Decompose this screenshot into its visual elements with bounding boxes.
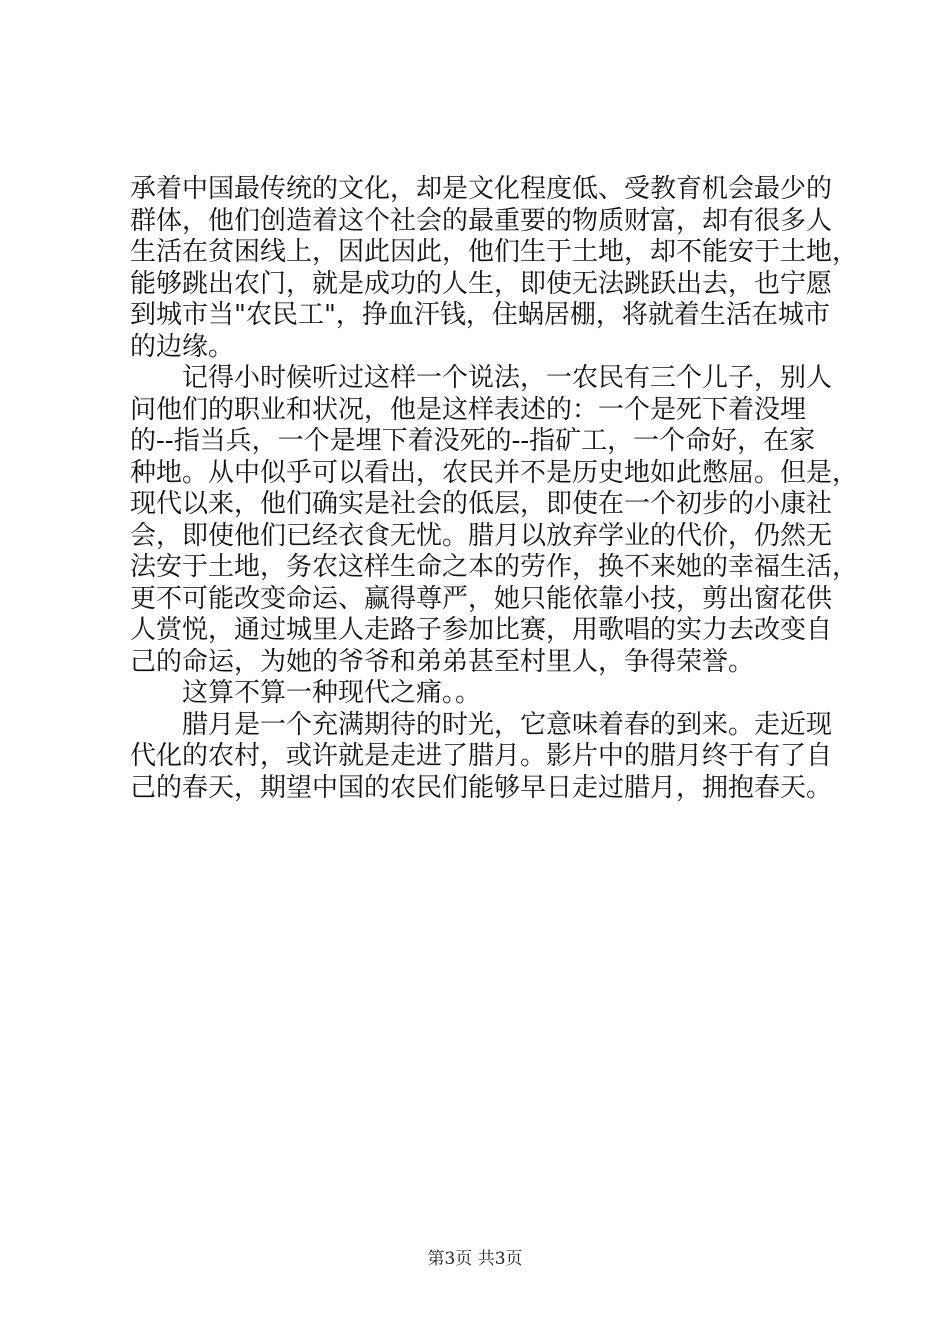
text-line: 种地。从中似乎可以看出，农民并不是历史地如此憋屈。但是， <box>130 457 859 488</box>
page-number-label: 第3页 共3页 <box>427 1249 523 1269</box>
text-line: 能够跳出农门，就是成功的人生，即使无法跳跃出去，也宁愿 <box>130 268 833 299</box>
text-line: 代化的农村，或许就是走进了腊月。影片中的腊月终于有了自 <box>130 741 833 771</box>
text-line: 记得小时候听过这样一个说法，一农民有三个儿子，别人 <box>182 363 833 393</box>
text-line: 到城市当"农民工"，挣血汗钱，住蜗居棚，将就着生活在城市 <box>130 300 830 330</box>
text-line: 法安于土地，务农这样生命之本的劳作，换不来她的幸福生活， <box>130 552 859 582</box>
text-line: 腊月是一个充满期待的时光，它意味着春的到来。走近现 <box>182 709 833 740</box>
text-line: 己的命运，为她的爷爷和弟弟甚至村里人，争得荣誉。 <box>130 646 755 677</box>
text-line: 人赏悦，通过城里人走路子参加比赛，用歌唱的实力去改变自 <box>130 615 833 645</box>
text-line: 己的春天，期望中国的农民们能够早日走过腊月，拥抱春天。 <box>130 772 833 803</box>
body-text <box>130 174 859 804</box>
text-line: 的边缘。 <box>130 331 235 362</box>
text-line: 问他们的职业和状况，他是这样表述的：一个是死下着没埋 <box>130 394 807 425</box>
text-line: 的--指当兵，一个是埋下着没死的--指矿工，一个命好，在家 <box>130 426 816 456</box>
page-footer <box>0 1244 950 1269</box>
text-line: 群体，他们创造着这个社会的最重要的物质财富，却有很多人 <box>130 205 833 236</box>
text-line: 更不可能改变命运、赢得尊严，她只能依靠小技，剪出窗花供 <box>130 583 833 614</box>
text-line: 现代以来，他们确实是社会的低层，即使在一个初步的小康社 <box>130 489 833 519</box>
text-line: 这算不算一种现代之痛。。 <box>182 678 482 708</box>
text-line: 会，即使他们已经衣食无忧。腊月以放弃学业的代价，仍然无 <box>130 520 833 551</box>
text-line: 承着中国最传统的文化，却是文化程度低、受教育机会最少的 <box>130 174 833 204</box>
text-line: 生活在贫困线上，因此因此，他们生于土地，却不能安于土地， <box>130 237 859 267</box>
